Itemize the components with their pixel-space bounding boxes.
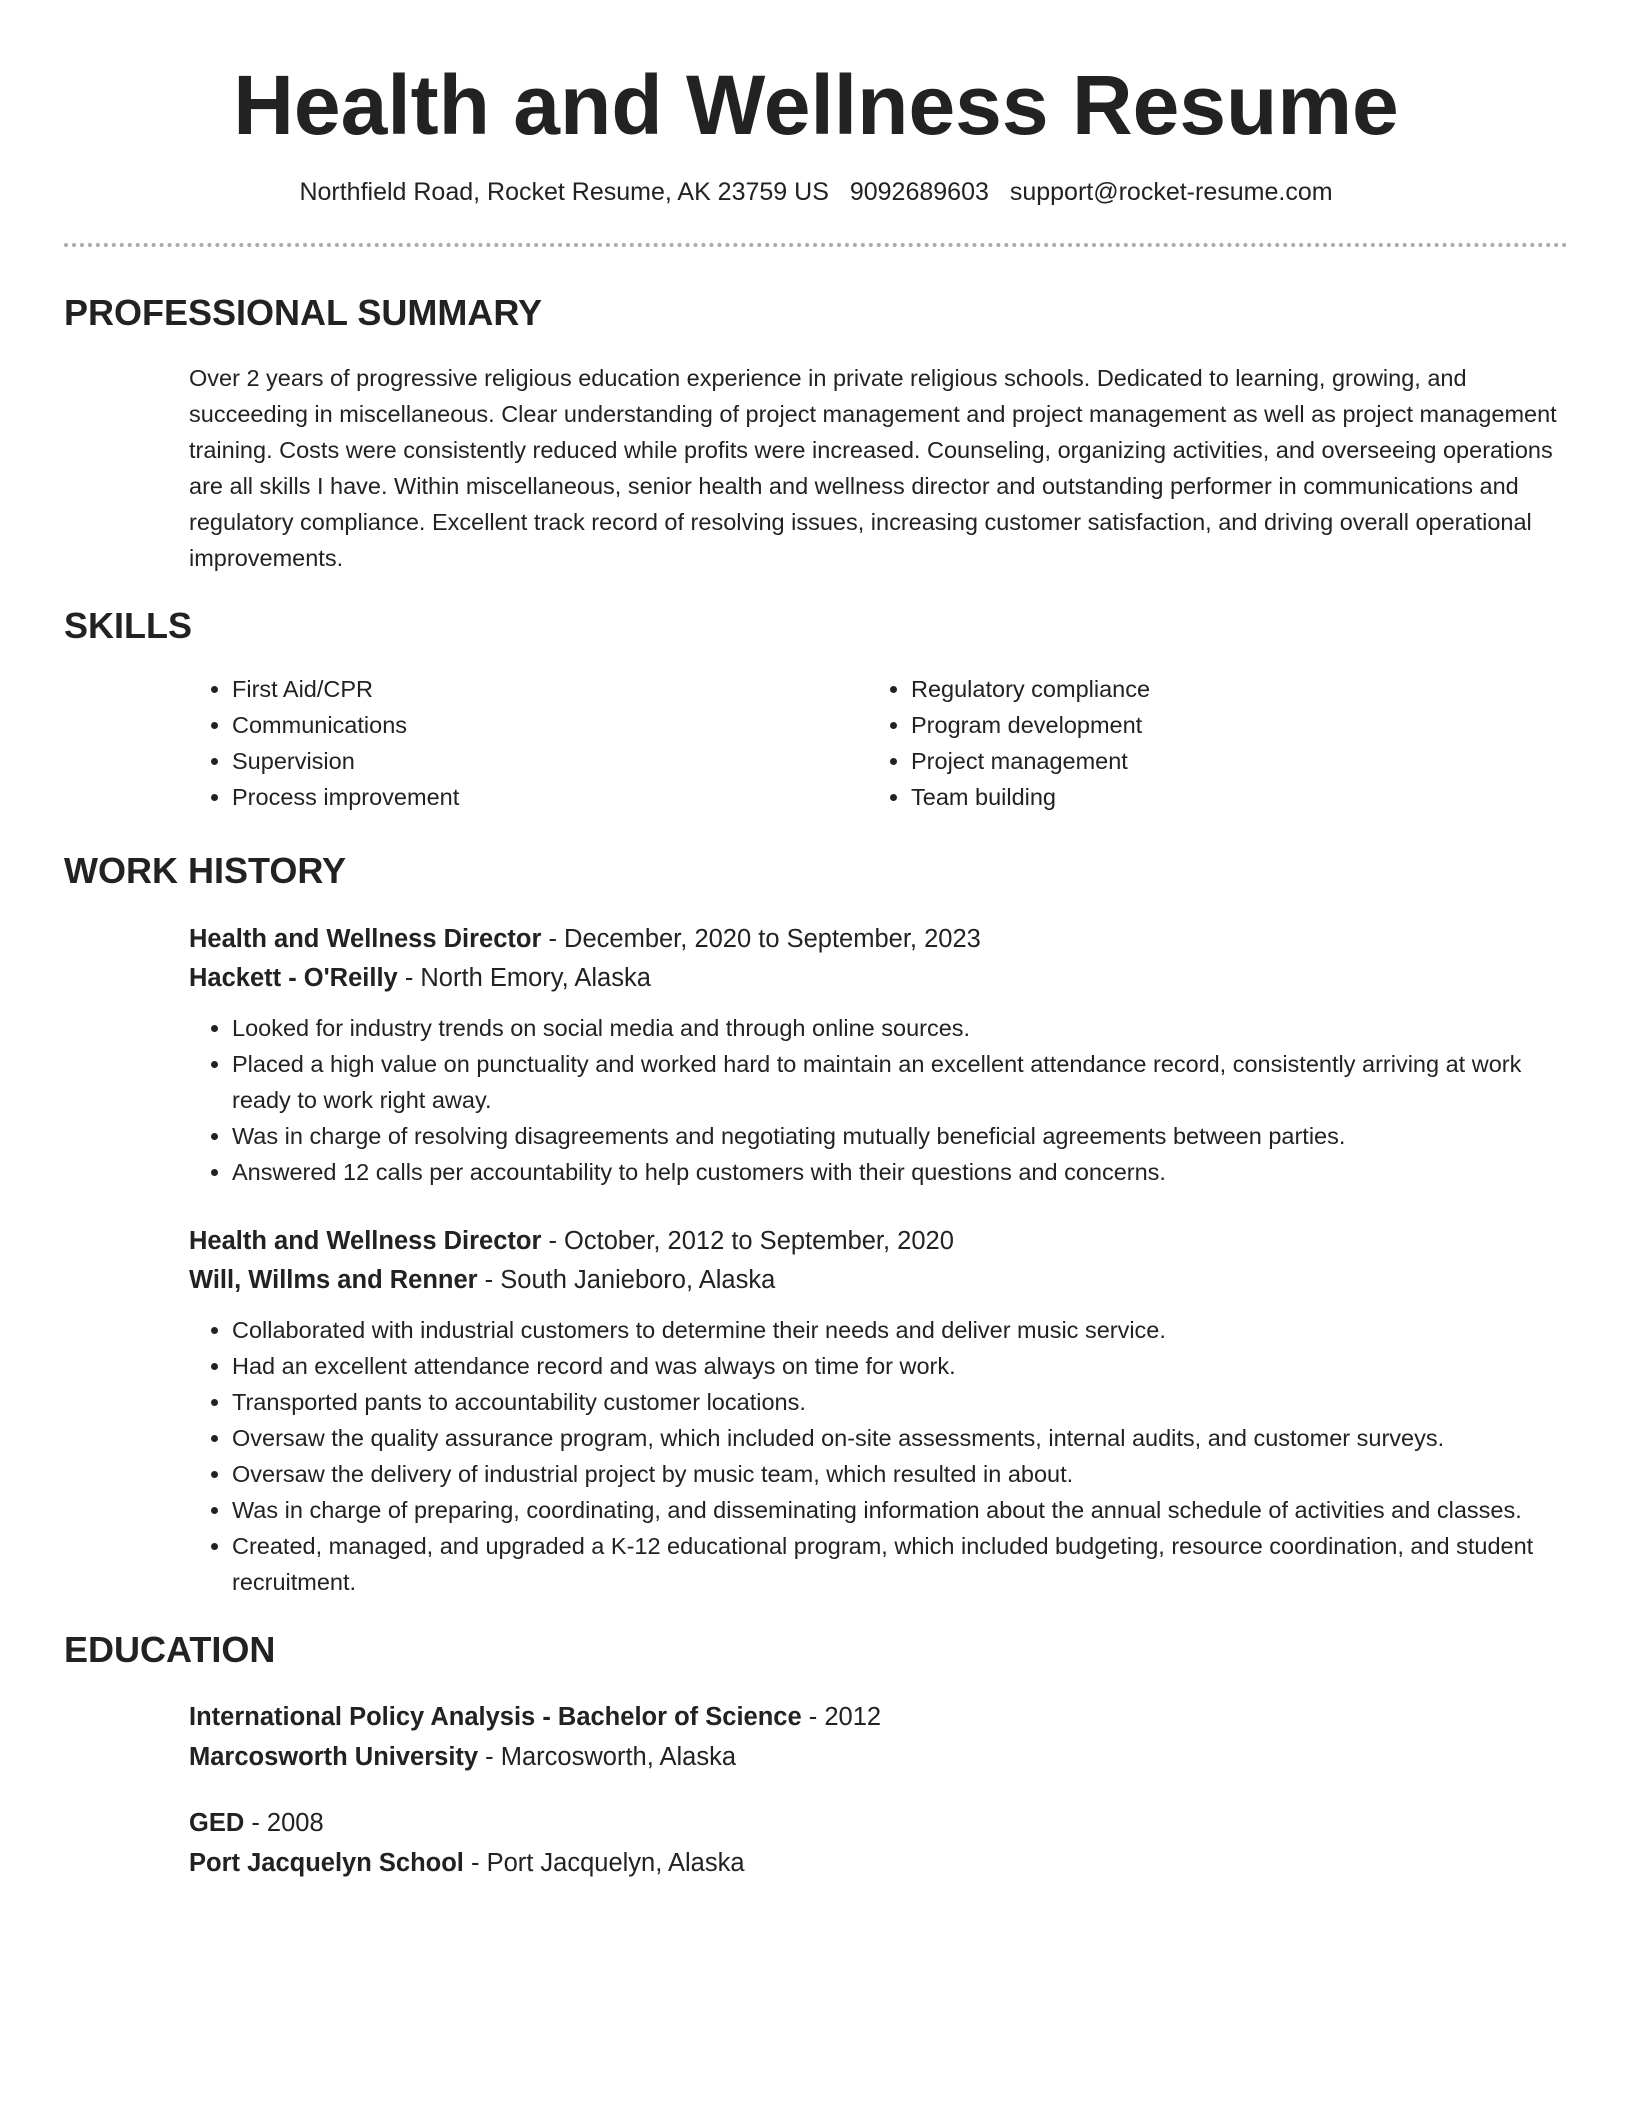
job-dates: - October, 2012 to September, 2020 (541, 1227, 954, 1256)
job-entry (189, 920, 1568, 1190)
education-school: Port Jacquelyn School (189, 1849, 464, 1878)
job-title: Health and Wellness Director (189, 1227, 542, 1256)
education-location: - Port Jacquelyn, Alaska (463, 1849, 745, 1878)
job-duty: • Created, managed, and upgraded a K-12 educational program, which included budgeting, resource coordination, and student recruitment. (232, 1528, 1568, 1600)
skills-grid (189, 671, 1568, 815)
job-duty: • Placed a high value on punctuality and worked hard to maintain an excellent attendance record, consistently arriving at work ready to work right away. (232, 1046, 1568, 1118)
job-duty: • Transported pants to accountability customer locations. (232, 1384, 1568, 1420)
job-company-line (189, 1261, 1568, 1300)
job-duties (189, 1010, 1568, 1190)
education-degree: GED (189, 1809, 245, 1838)
education-degree-line (189, 1803, 1568, 1843)
work-history-section (189, 920, 1568, 1600)
education-year: - 2012 (801, 1703, 882, 1732)
skills-list-right (868, 671, 1547, 815)
resume-page (64, 0, 1568, 1883)
summary-text: Over 2 years of progressive religious education experience in private religious schools. Dedicated to learning, growing, and succeeding in miscellaneous. Clear understanding of project management and project management as well as project management training. Costs were consistently reduced while profits were increased. Counseling, organizing activities, and overseeing operations are all skills I have. Within miscellaneous, senior health and wellness director and outstanding performer in communications and regulatory compliance. Excellent track record of resolving issues, increasing customer satisfaction, and driving overall operational improvements. (189, 364, 1557, 571)
summary-section (189, 360, 1568, 576)
skill-item: • First Aid/CPR (232, 671, 868, 707)
skill-item: • Team building (911, 779, 1547, 815)
header-divider (64, 243, 1568, 247)
job-role-line (189, 1222, 1568, 1261)
education-school-line (189, 1737, 1568, 1777)
education-entry (189, 1803, 1568, 1883)
job-entry (189, 1222, 1568, 1600)
job-duty: • Answered 12 calls per accountability to help customers with their questions and concerns. (232, 1154, 1568, 1190)
job-duty: • Was in charge of preparing, coordinating, and disseminating information about the annual schedule of activities and classes. (232, 1492, 1568, 1528)
job-role-line (189, 920, 1568, 959)
skills-list-left (189, 671, 868, 815)
summary-heading: PROFESSIONAL SUMMARY (64, 291, 543, 333)
job-location: - North Emory, Alaska (397, 964, 651, 993)
education-section (189, 1697, 1568, 1883)
job-duty: • Collaborated with industrial customers to determine their needs and deliver music service. (232, 1312, 1568, 1348)
education-entry (189, 1697, 1568, 1777)
job-title: Health and Wellness Director (189, 925, 542, 954)
skill-item: • Regulatory compliance (911, 671, 1547, 707)
job-duty: • Looked for industry trends on social media and through online sources. (232, 1010, 1568, 1046)
education-school: Marcosworth University (189, 1743, 479, 1772)
contact-phone: 9092689603 (849, 178, 989, 207)
job-company-line (189, 959, 1568, 998)
resume-title: Health and Wellness Resume (233, 58, 1399, 152)
job-duties (189, 1312, 1568, 1600)
job-duty: • Had an excellent attendance record and was always on time for work. (232, 1348, 1568, 1384)
job-duty: • Oversaw the delivery of industrial project by music team, which resulted in about. (232, 1456, 1568, 1492)
skill-item: • Project management (911, 743, 1547, 779)
work-history-heading: WORK HISTORY (64, 849, 347, 891)
education-degree-line (189, 1697, 1568, 1737)
job-company: Hackett - O'Reilly (189, 964, 398, 993)
job-dates: - December, 2020 to September, 2023 (541, 925, 981, 954)
contact-email: support@rocket-resume.com (1009, 178, 1333, 207)
skill-item: • Program development (911, 707, 1547, 743)
education-location: - Marcosworth, Alaska (478, 1743, 737, 1772)
skill-item: • Communications (232, 707, 868, 743)
skills-heading: SKILLS (64, 604, 193, 646)
contact-address: Northfield Road, Rocket Resume, AK 23759 US (299, 178, 829, 207)
skill-item: • Supervision (232, 743, 868, 779)
job-company: Will, Willms and Renner (189, 1266, 478, 1295)
education-year: - 2008 (244, 1809, 324, 1838)
job-duty: • Oversaw the quality assurance program, which included on-site assessments, internal audits, and customer surveys. (232, 1420, 1568, 1456)
job-location: - South Janieboro, Alaska (477, 1266, 776, 1295)
education-degree: International Policy Analysis - Bachelor of Science (189, 1703, 802, 1732)
contact-line (64, 176, 1568, 209)
education-heading: EDUCATION (64, 1629, 276, 1671)
skill-item: • Process improvement (232, 779, 868, 815)
education-school-line (189, 1843, 1568, 1883)
job-duty: • Was in charge of resolving disagreements and negotiating mutually beneficial agreements between parties. (232, 1118, 1568, 1154)
